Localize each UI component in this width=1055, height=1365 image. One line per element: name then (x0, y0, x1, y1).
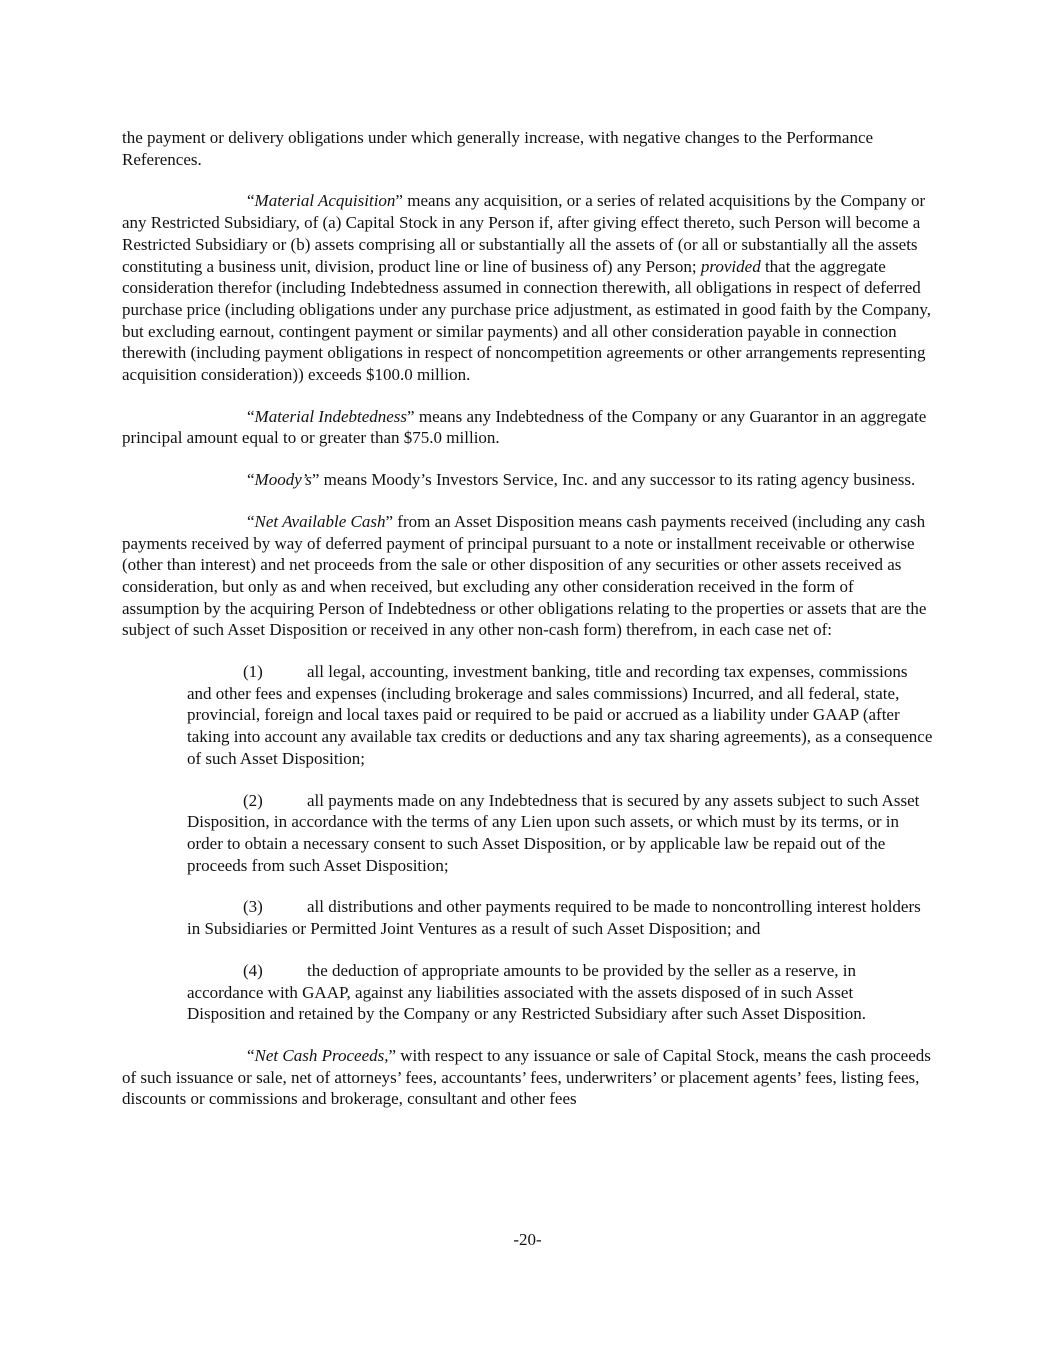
clause-number: (3) (243, 897, 263, 917)
clause-text: all legal, accounting, investment banking, title and recording tax expenses, commissions and other fees and expenses (including brokerage and sales commissions) Incurred, and all federal, state, provincial, foreign and local taxes paid or required to be paid or accrued as a liability under GAAP (after taking into account any available tax credits or deductions and any tax sharing agreements), as a consequence of such Asset Disposition; (187, 662, 933, 768)
paragraph-moodys-definition: “Moody’s” means Moody’s Investors Service, Inc. and any successor to its rating agency business. (247, 470, 916, 490)
clause-text: the deduction of appropriate amounts to be provided by the seller as a reserve, in accordance with GAAP, against any liabilities associated with the assets disposed of in such Asset Disposition and retained by the Company or any Restricted Subsidiary after such Asset Disposition. (187, 960, 866, 1024)
clause-number: (1) (243, 662, 263, 682)
clause-number: (4) (243, 960, 263, 980)
clause-item-2 (187, 790, 935, 877)
paragraph-material-acquisition-definition: “Material Acquisition” means any acquisition, or a series of related acquisitions by the Company or any Restricted Subsidiary, of (a) Capital Stock in any Person if, after giving effect thereto, such Person will become a Restricted Subsidiary or (b) assets comprising all or substantially all the assets of (or all or substantially all the assets constituting a business unit, division, product line or line of business of) any Person; provided that the aggregate consideration therefor (including Indebtedness assumed in connection therewith, all obligations in respect of deferred purchase price (including obligations under any purchase price adjustment, as estimated in good faith by the Company, but excluding earnout, contingent payment or similar payments) and all other consideration payable in connection therewith (including payment obligations in respect of noncompetition agreements or other arrangements representing acquisition consideration)) exceeds $100.0 million. (122, 191, 932, 385)
clause-text: all payments made on any Indebtedness that is secured by any assets subject to such Asset Disposition, in accordance with the terms of any Lien upon such assets, or which must by its terms, or in order to obtain a necessary consent to such Asset Disposition, or by applicable law be repaid out of the proceeds from such Asset Disposition; (187, 790, 920, 875)
paragraph-performance-references-continuation: the payment or delivery obligations under which generally increase, with negative changes to the Performance References. (122, 128, 874, 169)
clause-item-4 (187, 960, 935, 1025)
clause-item-1 (187, 661, 935, 770)
paragraph-material-indebtedness-definition: “Material Indebtedness” means any Indebtedness of the Company or any Guarantor in an aggregate principal amount equal to or greater than $75.0 million. (122, 406, 927, 448)
paragraph-net-cash-proceeds-definition: “Net Cash Proceeds,” with respect to any issuance or sale of Capital Stock, means the cash proceeds of such issuance or sale, net of attorneys’ fees, accountants’ fees, underwriters’ or placement agents’ fees, listing fees, discounts or commissions and brokerage, consultant and other fees (122, 1045, 931, 1109)
clause-item-3 (187, 896, 935, 939)
clause-number: (2) (243, 790, 263, 810)
document-body (122, 127, 935, 1130)
paragraph-net-available-cash-definition: “Net Available Cash” from an Asset Disposition means cash payments received (including any cash payments received by way of deferred payment of principal pursuant to a note or installment receivable or otherwise (other than interest) and net proceeds from the sale or other disposition of any securities or other assets received as consideration, but only as and when received, but excluding any other consideration received in the form of assumption by the acquiring Person of Indebtedness or other obligations relating to the properties or assets that are the subject of such Asset Disposition or received in any other non-cash form) therefrom, in each case net of: (122, 511, 927, 640)
page-number: -20- (513, 1230, 542, 1249)
clause-text: all distributions and other payments required to be made to noncontrolling interest holders in Subsidiaries or Permitted Joint Ventures as a result of such Asset Disposition; and (187, 897, 921, 939)
page-footer (0, 1229, 1055, 1251)
